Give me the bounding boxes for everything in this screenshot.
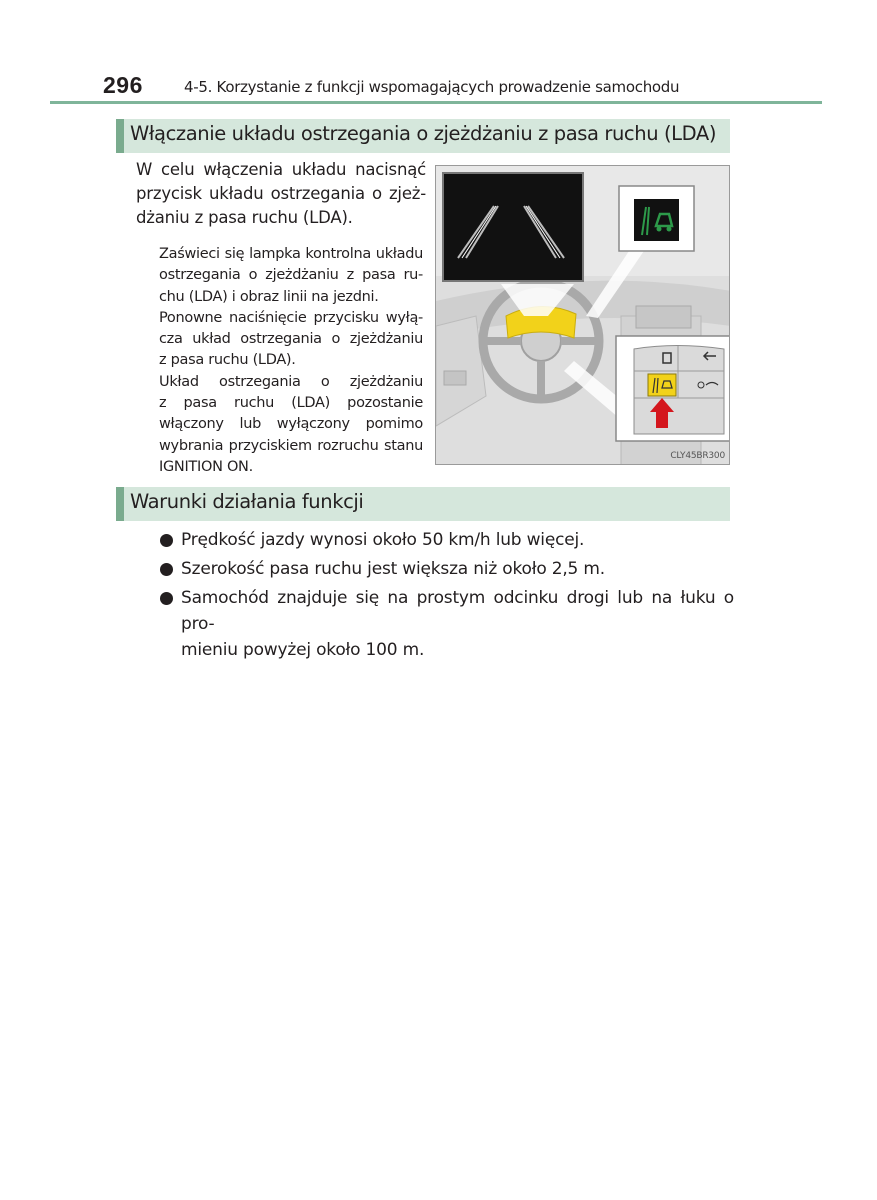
detail-line: IGNITION ON. <box>159 458 253 475</box>
cockpit-illustration <box>435 165 730 465</box>
detail-line: z pasa ruchu (LDA) pozostanie <box>159 395 423 412</box>
list-item <box>159 556 734 582</box>
cockpit-drawing <box>436 166 730 465</box>
detail-line: włączony lub wyłączony pomimo <box>159 416 423 433</box>
conditions-list <box>159 527 734 666</box>
list-item <box>159 527 734 553</box>
bullet-icon <box>160 563 173 576</box>
page-number: 296 <box>103 72 143 98</box>
detail-paragraph <box>159 244 423 478</box>
section-heading-conditions: Warunki działania funkcji <box>116 487 730 521</box>
figure-code: CLY45BR300 <box>670 451 725 461</box>
detail-line: cza układ ostrzegania o zjeżdżaniu <box>159 331 423 348</box>
detail-line: Układ ostrzegania o zjeżdżaniu <box>159 373 423 390</box>
detail-line: z pasa ruchu (LDA). <box>159 352 296 369</box>
bullet-icon <box>160 534 173 547</box>
list-item-text: Szerokość pasa ruchu jest większa niż około 2,5 m. <box>181 559 605 579</box>
intro-line: przycisk układu ostrzegania o zjeż- <box>136 184 426 203</box>
section-heading-lda: Włączanie układu ostrzegania o zjeżdżaniu z pasa ruchu (LDA) <box>116 119 730 153</box>
detail-line: Ponowne naciśnięcie przycisku wyłą- <box>159 309 423 326</box>
bullet-icon <box>160 592 173 605</box>
detail-line: chu (LDA) i obraz linii na jezdni. <box>159 288 379 305</box>
intro-line: W celu włączenia układu nacisnąć <box>136 160 426 179</box>
header-rule <box>50 101 822 104</box>
list-item-text: Prędkość jazdy wynosi około 50 km/h lub więcej. <box>181 530 585 550</box>
detail-line: ostrzegania o zjeżdżaniu z pasa ru- <box>159 267 423 284</box>
chapter-title: 4-5. Korzystanie z funkcji wspomagających prowadzenie samochodu <box>184 78 680 96</box>
list-item <box>159 585 734 663</box>
lane-lines-display-icon <box>443 173 583 281</box>
intro-line: dżaniu z pasa ruchu (LDA). <box>136 208 353 227</box>
list-item-text: Samochód znajduje się na prostym odcinku drogi lub na łuku o pro- mieniu powyżej około 100 m. <box>181 588 734 660</box>
detail-line: wybrania przyciskiem rozruchu stanu <box>159 437 423 454</box>
detail-line: Zaświeci się lampka kontrolna układu <box>159 246 423 262</box>
intro-paragraph <box>136 158 426 230</box>
